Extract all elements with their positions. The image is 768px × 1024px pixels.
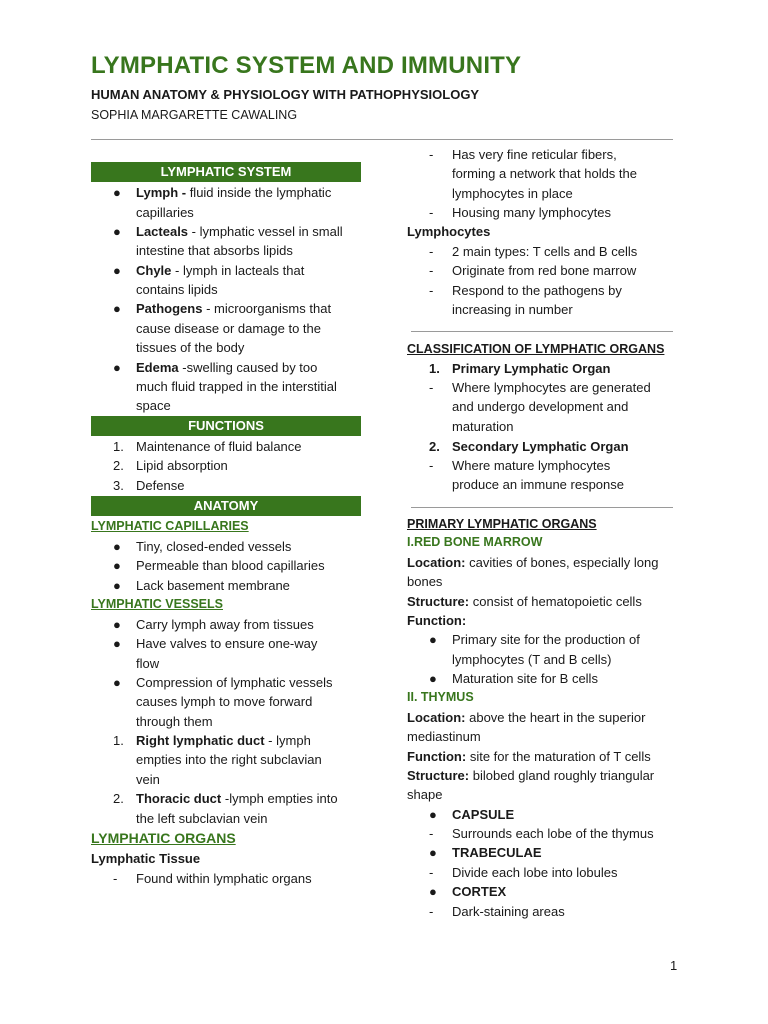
section-bar-functions: FUNCTIONS: [91, 416, 361, 436]
duct-right-lymphatic: Right lymphatic duct - lymph: [136, 733, 311, 748]
tissue-item: Found within lymphatic organs: [136, 871, 312, 886]
definition-lymph-cont: capillaries: [136, 205, 194, 220]
heading-lymphatic-organs: LYMPHATIC ORGANS: [91, 830, 236, 846]
tissue-item-cont: forming a network that holds the: [452, 166, 637, 181]
vessel-item: Have valves to ensure one-way: [136, 636, 318, 651]
duct-right-lymphatic-cont: empties into the right subclavian: [136, 752, 322, 767]
rbm-structure: Structure: consist of hematopoietic cells: [407, 594, 642, 609]
thymus-location-cont: mediastinum: [407, 729, 481, 744]
list-number: 1.: [429, 361, 440, 376]
bullet-icon: ●: [113, 301, 121, 316]
rbm-location: Location: cavities of bones, especially long: [407, 555, 659, 570]
dash-marker: -: [113, 871, 118, 886]
bullet-icon: ●: [429, 671, 437, 686]
function-item: Maintenance of fluid balance: [136, 439, 302, 454]
lymphocyte-item-cont: increasing in number: [452, 302, 573, 317]
thymus-trabeculae-desc: Divide each lobe into lobules: [452, 865, 618, 880]
section-bar-anatomy: ANATOMY: [91, 496, 361, 516]
heading-red-bone-marrow: I.RED BONE MARROW: [407, 535, 543, 549]
bullet-icon: ●: [113, 617, 121, 632]
definition-lacteals-cont: intestine that absorbs lipids: [136, 243, 293, 258]
dash-marker: -: [429, 904, 434, 919]
bullet-icon: ●: [113, 360, 121, 375]
function-item: Defense: [136, 478, 185, 493]
thymus-capsule-desc: Surrounds each lobe of the thymus: [452, 826, 654, 841]
bullet-icon: ●: [113, 578, 121, 593]
bullet-icon: ●: [429, 845, 437, 860]
heading-lymphocytes: Lymphocytes: [407, 224, 491, 239]
thymus-structure: Structure: bilobed gland roughly triangular: [407, 768, 655, 783]
vessel-item: Compression of lymphatic vessels: [136, 675, 333, 690]
thymus-trabeculae: TRABECULAE: [452, 845, 542, 860]
capillary-item: Permeable than blood capillaries: [136, 558, 325, 573]
dash-marker: -: [429, 205, 434, 220]
definition-pathogens-cont: cause disease or damage to the: [136, 321, 322, 336]
list-number: 1.: [113, 733, 124, 748]
definition-chyle-cont: contains lipids: [136, 282, 218, 297]
tissue-item: Housing many lymphocytes: [452, 205, 611, 220]
definition-pathogens: Pathogens - microorganisms that: [136, 301, 332, 316]
lymphocyte-item: 2 main types: T cells and B cells: [452, 244, 638, 259]
capillary-item: Lack basement membrane: [136, 578, 290, 593]
bullet-icon: ●: [113, 539, 121, 554]
lymphocyte-item: Originate from red bone marrow: [452, 263, 637, 278]
definition-pathogens-cont: tissues of the body: [136, 340, 245, 355]
definition-edema-cont: space: [136, 398, 171, 413]
list-number: 2.: [113, 791, 124, 806]
section-divider: [411, 507, 673, 508]
thymus-cortex-desc: Dark-staining areas: [452, 904, 565, 919]
dash-marker: -: [429, 244, 434, 259]
definition-edema: Edema -swelling caused by too: [136, 360, 318, 375]
dash-marker: -: [429, 826, 434, 841]
duct-right-lymphatic-cont: vein: [136, 772, 160, 787]
primary-organ-desc: Where lymphocytes are generated: [452, 380, 651, 395]
duct-thoracic: Thoracic duct -lymph empties into: [136, 791, 338, 806]
rbm-function-item: Maturation site for B cells: [452, 671, 598, 686]
dash-marker: -: [429, 380, 434, 395]
vessel-item-cont: through them: [136, 714, 213, 729]
list-number: 2.: [429, 439, 440, 454]
author-name: SOPHIA MARGARETTE CAWALING: [91, 108, 298, 122]
heading-classification: CLASSIFICATION OF LYMPHATIC ORGANS: [407, 342, 665, 356]
section-divider: [411, 331, 673, 332]
tissue-item: Has very fine reticular fibers,: [452, 147, 617, 162]
document-subtitle: HUMAN ANATOMY & PHYSIOLOGY WITH PATHOPHYSIOLOGY: [91, 87, 480, 102]
definition-lacteals: Lacteals - lymphatic vessel in small: [136, 224, 343, 239]
capillary-item: Tiny, closed-ended vessels: [136, 539, 292, 554]
header-divider: [91, 139, 673, 140]
primary-organ-desc-cont: maturation: [452, 419, 514, 434]
vessel-item: Carry lymph away from tissues: [136, 617, 314, 632]
rbm-location-cont: bones: [407, 574, 443, 589]
secondary-organ-desc-cont: produce an immune response: [452, 477, 624, 492]
dash-marker: -: [429, 458, 434, 473]
rbm-function-label: Function:: [407, 613, 467, 628]
heading-lymphatic-vessels: LYMPHATIC VESSELS: [91, 597, 223, 611]
heading-thymus: II. THYMUS: [407, 690, 474, 704]
thymus-cortex: CORTEX: [452, 884, 507, 899]
tissue-item-cont: lymphocytes in place: [452, 186, 573, 201]
bullet-icon: ●: [113, 636, 121, 651]
thymus-structure-cont: shape: [407, 787, 443, 802]
document-title: LYMPHATIC SYSTEM AND IMMUNITY: [91, 52, 522, 79]
bullet-icon: ●: [113, 185, 121, 200]
dash-marker: -: [429, 865, 434, 880]
bullet-icon: ●: [429, 884, 437, 899]
primary-organ-title: Primary Lymphatic Organ: [452, 361, 611, 376]
vessel-item-cont: flow: [136, 656, 160, 671]
bullet-icon: ●: [113, 558, 121, 573]
lymphocyte-item: Respond to the pathogens by: [452, 283, 622, 298]
page-number: 1: [670, 958, 678, 973]
rbm-function-item: Primary site for the production of: [452, 632, 640, 647]
secondary-organ-title: Secondary Lymphatic Organ: [452, 439, 629, 454]
bullet-icon: ●: [429, 632, 437, 647]
duct-thoracic-cont: the left subclavian vein: [136, 811, 268, 826]
rbm-function-item-cont: lymphocytes (T and B cells): [452, 652, 612, 667]
secondary-organ-desc: Where mature lymphocytes: [452, 458, 611, 473]
bullet-icon: ●: [429, 807, 437, 822]
heading-lymphatic-tissue: Lymphatic Tissue: [91, 851, 201, 866]
vessel-item-cont: causes lymph to move forward: [136, 694, 313, 709]
heading-primary-lymphatic-organs: PRIMARY LYMPHATIC ORGANS: [407, 517, 597, 531]
function-item: Lipid absorption: [136, 458, 228, 473]
dash-marker: -: [429, 263, 434, 278]
dash-marker: -: [429, 147, 434, 162]
thymus-location: Location: above the heart in the superior: [407, 710, 646, 725]
list-number: 2.: [113, 458, 124, 473]
heading-lymphatic-capillaries: LYMPHATIC CAPILLARIES: [91, 519, 249, 533]
bullet-icon: ●: [113, 263, 121, 278]
primary-organ-desc-cont: and undergo development and: [452, 399, 629, 414]
definition-lymph: Lymph - fluid inside the lymphatic: [136, 185, 332, 200]
list-number: 1.: [113, 439, 124, 454]
list-number: 3.: [113, 478, 124, 493]
definition-chyle: Chyle - lymph in lacteals that: [136, 263, 305, 278]
thymus-function: Function: site for the maturation of T cells: [407, 749, 651, 764]
section-bar-lymphatic-system: LYMPHATIC SYSTEM: [91, 162, 361, 182]
bullet-icon: ●: [113, 675, 121, 690]
definition-edema-cont: much fluid trapped in the interstitial: [136, 379, 337, 394]
thymus-capsule: CAPSULE: [452, 807, 515, 822]
bullet-icon: ●: [113, 224, 121, 239]
dash-marker: -: [429, 283, 434, 298]
